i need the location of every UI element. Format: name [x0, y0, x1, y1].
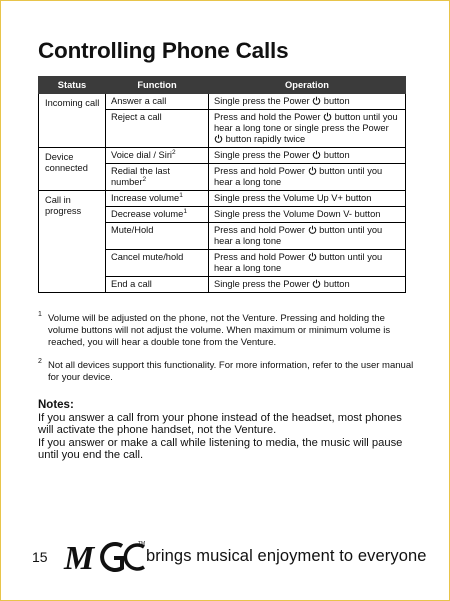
header-function: Function: [106, 77, 209, 94]
function-cell: [106, 223, 209, 250]
status-cell: Incoming call: [39, 94, 106, 148]
operation-cell: [209, 191, 406, 207]
tagline: brings musical enjoyment to everyone: [146, 547, 427, 565]
table-row: [39, 94, 406, 110]
footnote-ref: 2: [142, 176, 147, 183]
function-cell: [106, 164, 209, 191]
footnote-ref: 1: [183, 208, 187, 215]
footnote-ref: 2: [171, 149, 176, 156]
operation-cell: [209, 250, 406, 277]
operation-cell: [209, 164, 406, 191]
function-label: Voice dial / Siri: [111, 150, 172, 160]
operation-cell: [209, 223, 406, 250]
operation-cell: [209, 148, 406, 164]
operation-text: button until you hear a long tone or single press the Power: [214, 112, 398, 133]
operation-text: Press and hold Power: [214, 252, 308, 262]
status-cell: Call in progress: [39, 191, 106, 293]
footnote-text: Not all devices support this functionality. For more information, refer to the user manual for your device.: [48, 360, 414, 383]
table-row: [39, 191, 406, 207]
operation-cell: [209, 207, 406, 223]
function-label: Decrease volume: [111, 209, 184, 219]
operation-text: button until you hear a long tone: [214, 252, 383, 273]
operation-text: Single press the Volume Down V- button: [214, 209, 381, 219]
svg-text:M: M: [64, 540, 95, 576]
notes-section: [38, 399, 418, 462]
operation-text: Press and hold Power: [214, 225, 308, 235]
function-cell: [106, 191, 209, 207]
function-label: Reject a call: [111, 112, 162, 122]
function-cell: [106, 277, 209, 293]
operation-text: button rapidly twice: [223, 134, 306, 144]
power-icon: [312, 96, 321, 105]
function-cell: [106, 110, 209, 148]
page-title: Controlling Phone Calls: [38, 38, 289, 63]
footnote-text: Volume will be adjusted on the phone, not the Venture. Pressing and holding the volume buttons will not adjust the volume. When maximum or minimum volume is reached, you will hear a double tone from the Venture.: [48, 313, 391, 348]
header-operation: Operation: [209, 77, 406, 94]
function-cell: [106, 148, 209, 164]
footnote-mark: 1: [38, 311, 42, 318]
operation-text: button: [321, 279, 350, 289]
power-icon: [308, 166, 317, 175]
table-row: [39, 148, 406, 164]
function-cell: [106, 250, 209, 277]
notes-heading: Notes:: [38, 399, 74, 411]
operations-table: [38, 76, 406, 293]
operation-text: button until you hear a long tone: [214, 225, 383, 246]
header-status: Status: [39, 77, 106, 94]
page-footer: [28, 536, 428, 576]
footnote-2: [38, 360, 416, 384]
svg-text:TM: TM: [138, 541, 146, 547]
function-cell: [106, 94, 209, 110]
page-number: 15: [32, 549, 48, 565]
function-label: Increase volume: [111, 193, 180, 203]
power-icon: [214, 134, 223, 143]
footnote-mark: 2: [38, 358, 42, 365]
operation-cell: [209, 277, 406, 293]
power-icon: [308, 225, 317, 234]
status-cell: Device connected: [39, 148, 106, 191]
operation-text: Single press the Power: [214, 279, 313, 289]
footnote-ref: 1: [179, 192, 183, 199]
function-label: End a call: [111, 279, 152, 289]
function-label: Redial the last number: [111, 166, 170, 187]
table-header-row: [39, 77, 406, 94]
power-icon: [308, 252, 317, 261]
notes-line: If you answer or make a call while listening to media, the music will pause until you end the call.: [38, 436, 403, 462]
operation-cell: [209, 94, 406, 110]
operation-text: Single press the Power: [214, 150, 313, 160]
operation-text: Single press the Power: [214, 96, 313, 106]
operation-cell: [209, 110, 406, 148]
footnote-1: [38, 313, 416, 349]
operation-text: Press and hold the Power: [214, 112, 324, 122]
function-label: Mute/Hold: [111, 225, 154, 235]
operation-text: Single press the Volume Up V+ button: [214, 193, 372, 203]
function-cell: [106, 207, 209, 223]
operation-text: button: [321, 96, 350, 106]
operation-text: button until you hear a long tone: [214, 166, 383, 187]
operation-text: button: [321, 150, 350, 160]
function-label: Answer a call: [111, 96, 167, 106]
power-icon: [323, 112, 332, 121]
power-icon: [312, 279, 321, 288]
function-label: Cancel mute/hold: [111, 252, 184, 262]
power-icon: [312, 150, 321, 159]
operation-text: Press and hold Power: [214, 166, 308, 176]
notes-line: If you answer a call from your phone instead of the headset, most phones will activate the phone handset, not the Venture.: [38, 411, 402, 437]
